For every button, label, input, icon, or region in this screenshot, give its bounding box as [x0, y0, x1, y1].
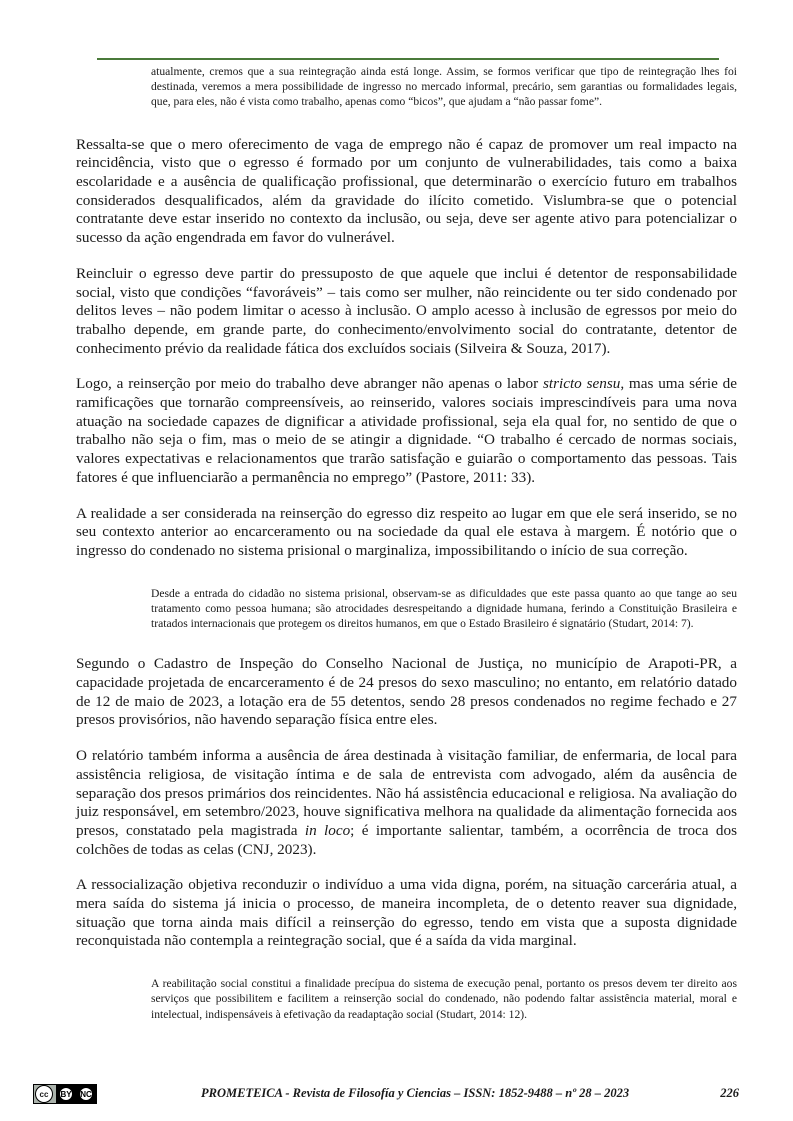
- header-rule: [97, 58, 719, 60]
- block-quote-top: atualmente, cremos que a sua reintegração ainda está longe. Assim, se formos verificar que tipo de reintegração lhes foi destinada, veremos a mera possibilidade de ingresso no mercado informal, precário, sem garantias ou formalidades legais, que, para eles, não é vista como trabalho, apenas como “bicos”, que ajudam a “não passar fome”.: [151, 65, 737, 109]
- cc-icon: cc: [35, 1085, 53, 1103]
- paragraph-7: A ressocialização objetiva reconduzir o indivíduo a uma vida digna, porém, na situação carcerária atual, a mera saída do sistema já inicia o processo, de maneira incompleta, de o detento reaver sua dignidade, situação que torna ainda mais difícil a reinserção do egresso, tendo em vista que a suposta dignidade reconquistada não contempla a reintegração social, que é a saída da vida marginal.: [76, 876, 737, 950]
- page-number: 226: [720, 1086, 739, 1100]
- block-quote-mid: Desde a entrada do cidadão no sistema prisional, observam-se as dificuldades que este passa quanto ao que tange ao seu tratamento como pessoa humana; são atrocidades desrespeitando a dignidade humana, ferindo a Constituição Brasileira e tratados internacionais que protegem os direitos humanos, em que o Estado Brasileiro é signatário (Studart, 2014: 7).: [151, 586, 737, 631]
- italic-stricto-sensu: stricto sensu: [542, 375, 621, 393]
- italic-in-loco: in loco: [304, 821, 351, 839]
- paragraph-5: Segundo o Cadastro de Inspeção do Conselho Nacional de Justiça, no município de Arapoti-PR, a capacidade projetada de encarceramento é de 24 presos do sexo masculino; no entanto, em relatório datado de 12 de maio de 2023, a lotação era de 55 detentos, sendo 28 presos condenados no regime fechado e 27 presos provisórios, não havendo separação física entre eles.: [76, 655, 737, 729]
- page-body: [76, 64, 737, 1022]
- cc-license-badge[interactable]: [33, 1084, 97, 1104]
- journal-citation: PROMETEICA - Revista de Filosofía y Ciencias – ISSN: 1852-9488 – nº 28 – 2023: [201, 1086, 630, 1100]
- by-icon: BY: [60, 1089, 72, 1099]
- paragraph-2: Reincluir o egresso deve partir do pressuposto de que aquele que inclui é detentor de responsabilidade social, visto que condições “favoráveis” – tais como ser mulher, não reincidente ou ter sido condenado por delitos leves – não podem limitar o acesso à inclusão. O amplo acesso à inclusão de egressos por meio do trabalho depende, em grande parte, do conhecimento/envolvimento social do contratante, detentor de conhecimento prévio da realidade fática dos excluídos sociais (Silveira & Souza, 2017).: [76, 264, 737, 357]
- paragraph-4: A realidade a ser considerada na reinserção do egresso diz respeito ao lugar em que ele será inserido, se no seu contexto anterior ao encarceramento ou na sociedade da qual ele estava à margem. É notório que o ingresso do condenado no sistema prisional o marginaliza, impossibilitando o início de sua correção.: [76, 504, 737, 559]
- paragraph-1: Ressalta-se que o mero oferecimento de vaga de emprego não é capaz de promover um real impacto na reincidência, visto que o egresso é formado por um conjunto de vulnerabilidades, tais como a baixa escolaridade e a ausência de qualificação profissional, que determinarão o exercício futuro em trabalhos considerados desqualificados, além da gravidade do ilícito cometido. Vislumbra-se que o potencial contratante deve estar inserido no contexto da inclusão, ou seja, deve ser agente ativo para potencializar o sucesso da ação engendrada em favor do vulnerável.: [76, 135, 737, 247]
- nc-icon: NC: [80, 1089, 92, 1099]
- page-footer: [33, 1082, 739, 1108]
- paragraph-3: Logo, a reinserção por meio do trabalho deve abranger não apenas o labor stricto sensu, mas uma série de ramificações que tornarão compreensíveis, ao reinserido, valores sociais imprescindíveis para uma nova atuação na sociedade capazes de dignificar a atividade profissional, seja ela qual for, no sentido de que o trabalho não seja o fim, mas o meio de se atingir a dignidade. “O trabalho é cercado de normas sociais, valores expectativas e relacionamentos que trarão satisfação e guiarão o comportamento das pessoas. Tais fatores é que influenciarão a permanência no emprego” (Pastore, 2011: 33).: [76, 375, 737, 486]
- block-quote-bottom: A reabilitação social constitui a finalidade precípua do sistema de execução penal, portanto os presos devem ter direito aos serviços que possibilitem e facilitem a reinserção social do condenado, não podendo faltar assistência material, moral e intelectual, indispensáveis à efetivação da readaptação social (Studart, 2014: 12).: [151, 977, 737, 1021]
- paragraph-6: O relatório também informa a ausência de área destinada à visitação familiar, de enfermaria, de local para assistência religiosa, de visitação íntima e de sala de entrevista com advogado, além da ausência de separação dos presos primários dos reincidentes. Não há assistência educacional e religiosa. Na avaliação do juiz responsável, em setembro/2023, houve significativa melhora na qualidade da alimentação fornecida aos presos, constatado pela magistrada in loco; é importante salientar, também, a ocorrência de troca dos colchões de todas as celas (CNJ, 2023).: [76, 747, 737, 858]
